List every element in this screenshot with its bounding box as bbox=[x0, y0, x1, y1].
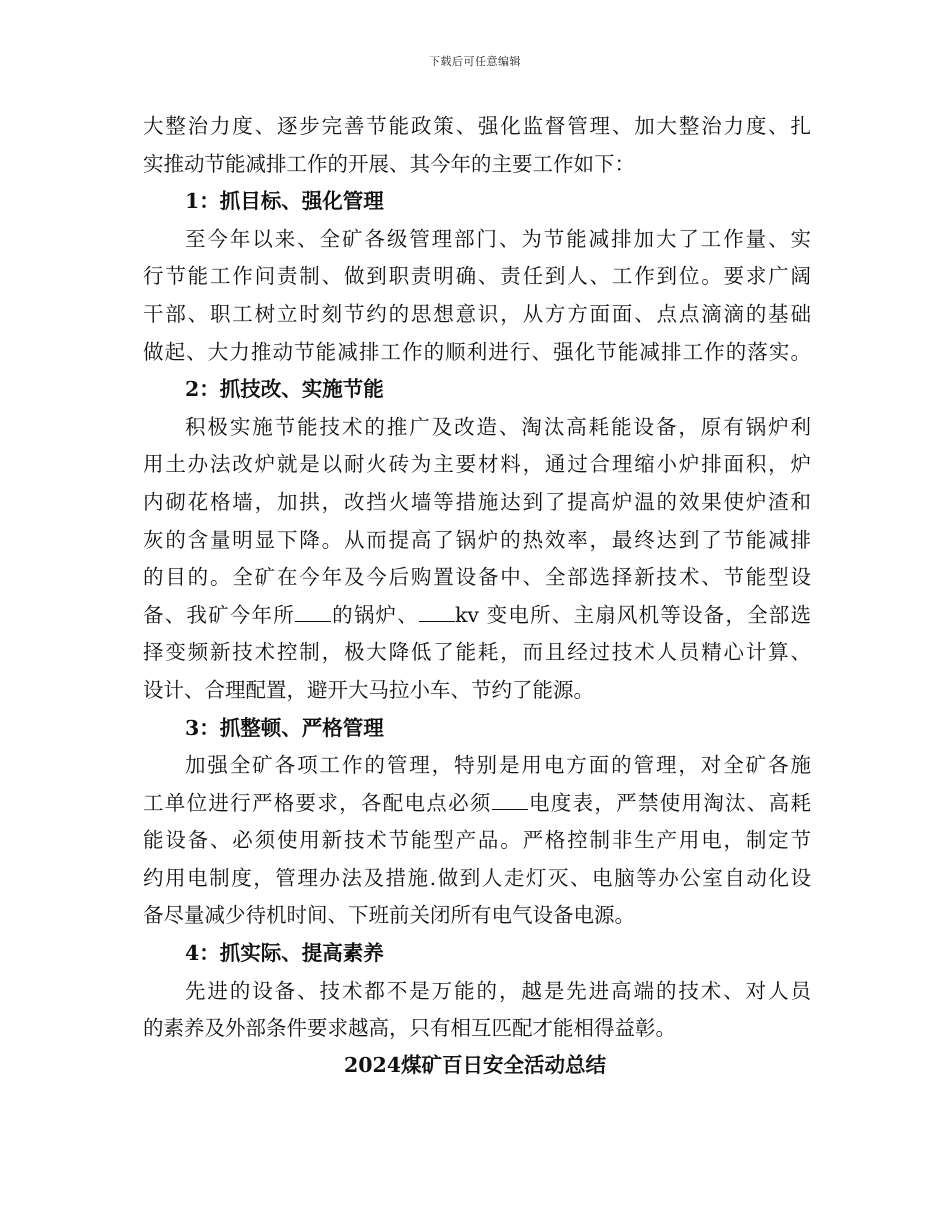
section-heading-3: 3：抓整顿、严格管理 bbox=[185, 715, 384, 740]
paragraph-line: 内砌花格墙，加拱，改挡火墙等措施达到了提高炉温的效果使炉渣和 bbox=[143, 489, 811, 514]
text-segment: 电度表，严禁使用淘汰、高耗 bbox=[527, 790, 811, 815]
text-segment: 的锅炉、 bbox=[330, 602, 419, 627]
paragraph-line: 的素养及外部条件要求越高，只有相互匹配才能相得益彰。 bbox=[143, 1016, 676, 1041]
paragraph-line: 至今年以来、全矿各级管理部门、为节能减排加大了工作量、实 bbox=[185, 226, 811, 251]
section-heading-2: 2：抓技改、实施节能 bbox=[185, 377, 384, 402]
paragraph-line: 的目的。全矿在今年及今后购置设备中、全部选择新技术、节能型设 bbox=[143, 565, 811, 590]
paragraph-line: 择变频新技术控制，极大降低了能耗，而且经过技术人员精心计算、 bbox=[143, 640, 811, 665]
paragraph-line: 实推动节能减排工作的开展、其今年的主要工作如下： bbox=[143, 151, 635, 176]
paragraph-line: 干部、职工树立时刻节约的思想意识，从方方面面、点点滴滴的基础 bbox=[143, 301, 811, 326]
paragraph-line: 用土办法改炉就是以耐火砖为主要材料，通过合理缩小炉排面积，炉 bbox=[143, 452, 811, 477]
fill-in-blank bbox=[492, 787, 528, 810]
paragraph-line: 先进的设备、技术都不是万能的，越是先进高端的技术、对人员 bbox=[185, 978, 811, 1003]
fill-in-blank bbox=[295, 599, 331, 622]
paragraph-line: 积极实施节能技术的推广及改造、淘汰高耗能设备，原有锅炉利 bbox=[185, 414, 811, 439]
text-segment: 备、我矿今年所 bbox=[143, 602, 295, 627]
paragraph-line: 大整治力度、逐步完善节能政策、强化监督管理、加大整治力度、扎 bbox=[143, 114, 811, 138]
fill-in-blank bbox=[419, 599, 455, 622]
paragraph-line: 约用电制度，管理办法及措施.做到人走灯灭、电脑等办公室自动化设 bbox=[143, 865, 811, 890]
paragraph-line: 灰的含量明显下降。从而提高了锅炉的热效率，最终达到了节能减排 bbox=[143, 527, 811, 552]
text-segment: kv 变电所、主扇风机等设备，全部选 bbox=[454, 602, 811, 627]
paragraph-line: 设计、合理配置，避开大马拉小车、节约了能源。 bbox=[143, 677, 594, 702]
paragraph-line: 行节能工作问责制、做到职责明确、责任到人、工作到位。要求广阔 bbox=[143, 264, 811, 289]
paragraph-line: 备尽量减少待机时间、下班前关闭所有电气设备电源。 bbox=[143, 903, 635, 928]
document-body bbox=[143, 108, 811, 1048]
paragraph-line bbox=[143, 785, 811, 823]
next-document-title: 2024煤矿百日安全活动总结 bbox=[343, 1053, 607, 1077]
page-header-note: 下载后可任意编辑 bbox=[429, 55, 521, 68]
paragraph-line: 做起、大力推动节能减排工作的顺利进行、强化节能减排工作的落实。 bbox=[143, 339, 811, 364]
section-heading-4: 4：抓实际、提高素养 bbox=[185, 941, 384, 966]
paragraph-line bbox=[143, 597, 811, 635]
paragraph-line: 能设备、必须使用新技术节能型产品。严格控制非生产用电，制定节 bbox=[143, 828, 811, 853]
section-heading-1: 1：抓目标、强化管理 bbox=[185, 189, 384, 214]
text-segment: 工单位进行严格要求，各配电点必须 bbox=[143, 790, 492, 815]
paragraph-line: 加强全矿各项工作的管理，特别是用电方面的管理，对全矿各施 bbox=[185, 753, 811, 778]
